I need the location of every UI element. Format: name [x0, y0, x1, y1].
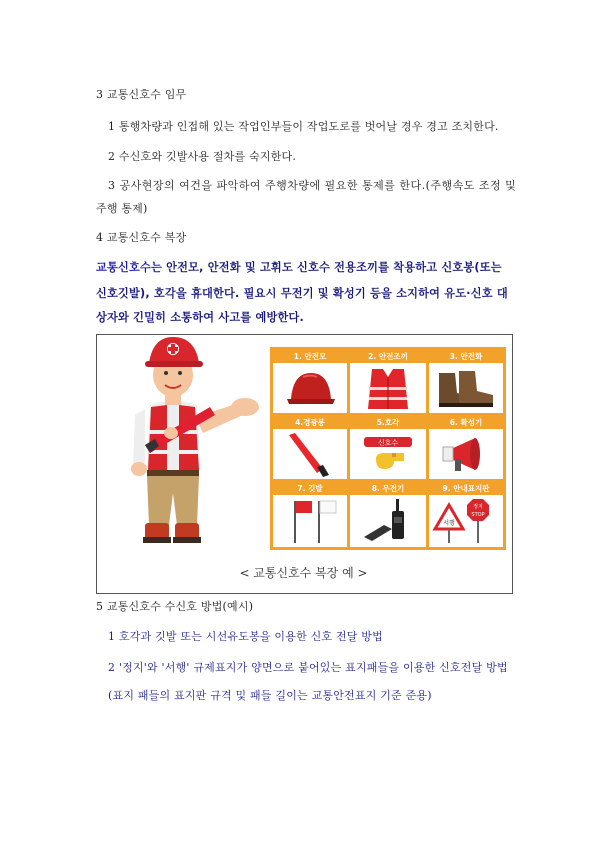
equipment-grid — [270, 347, 506, 550]
equipment-cell-vest — [350, 350, 426, 413]
equipment-cell-megaphone — [429, 416, 503, 479]
section5-item-1: 1 호각과 깃발 또는 시선유도봉을 이용한 신호 전달 방법 — [108, 630, 383, 643]
flags-icon — [273, 495, 347, 547]
figure-caption: < 교통신호수 복장 예 > — [239, 566, 368, 580]
section5-item-2-note: (표지 패들의 표지판 규격 및 패들 길이는 교통안전표지 기준 준용) — [108, 689, 432, 702]
equipment-label: 2. 안전조끼 — [350, 350, 426, 363]
equipment-label: 1. 안전모 — [273, 350, 347, 363]
section3-item-2: 2 수신호와 깃발사용 절차를 숙지한다. — [108, 150, 297, 163]
section4-paragraph-line-3: 상자와 긴밀히 소통하여 사고를 예방한다. — [96, 311, 304, 324]
boots-icon — [429, 363, 503, 413]
section3-item-1: 1 통행차량과 인접해 있는 작업인부들이 작업도로를 벗어날 경우 경고 조치한다. — [108, 120, 499, 133]
radio-icon — [350, 495, 426, 547]
sign-board-icon — [429, 495, 503, 547]
equipment-cell-sign — [429, 482, 503, 547]
section3-heading: 3 교통신호수 임무 — [96, 88, 187, 101]
section5-heading: 5 교통신호수 수신호 방법(예시) — [96, 600, 254, 613]
light-baton-icon — [273, 429, 347, 479]
equipment-label: 5.호각 — [350, 416, 426, 429]
vest-icon — [350, 363, 426, 413]
equipment-label: 6. 확성기 — [429, 416, 503, 429]
megaphone-icon — [429, 429, 503, 479]
slow-sign-text: 서행 — [443, 520, 455, 527]
stop-sign-top-text: 정지 — [473, 504, 483, 510]
helmet-icon — [273, 363, 347, 413]
equipment-label: 4.경광봉 — [273, 416, 347, 429]
equipment-cell-helmet — [273, 350, 347, 413]
equipment-cell-flags — [273, 482, 347, 547]
equipment-label: 7. 깃발 — [273, 482, 347, 495]
whistle-icon — [350, 429, 426, 479]
equipment-cell-radio — [350, 482, 426, 547]
equipment-label: 8. 무전기 — [350, 482, 426, 495]
equipment-label: 3. 안전화 — [429, 350, 503, 363]
section4-paragraph-line-2: 신호깃발), 호각을 휴대한다. 필요시 무전기 및 확성기 등을 소지하여 유도·신호 대 — [96, 287, 508, 300]
equipment-cell-baton — [273, 416, 347, 479]
section5-item-2: 2 '정지'와 '서행' 규제표지가 양면으로 붙어있는 표지패들을 이용한 신호전달 방법 — [108, 661, 508, 674]
equipment-cell-whistle — [350, 416, 426, 479]
section4-heading: 4 교통신호수 복장 — [96, 231, 187, 244]
stop-sign-text: STOP — [471, 512, 485, 518]
whistle-band-text: 신호수 — [377, 439, 399, 447]
equipment-label: 9. 안내표지판 — [429, 482, 503, 495]
section4-paragraph-line-1: 교통신호수는 안전모, 안전화 및 고휘도 신호수 전용조끼를 착용하고 신호봉(또는 — [96, 261, 502, 274]
section3-item-3-cont: 주행 통제) — [96, 202, 148, 215]
section3-item-3: 3 공사현장의 여건을 파악하여 주행차량에 필요한 통제를 한다.(주행속도 조정 및 — [108, 179, 517, 192]
signal-worker-illustration — [115, 335, 265, 550]
equipment-cell-boots — [429, 350, 503, 413]
